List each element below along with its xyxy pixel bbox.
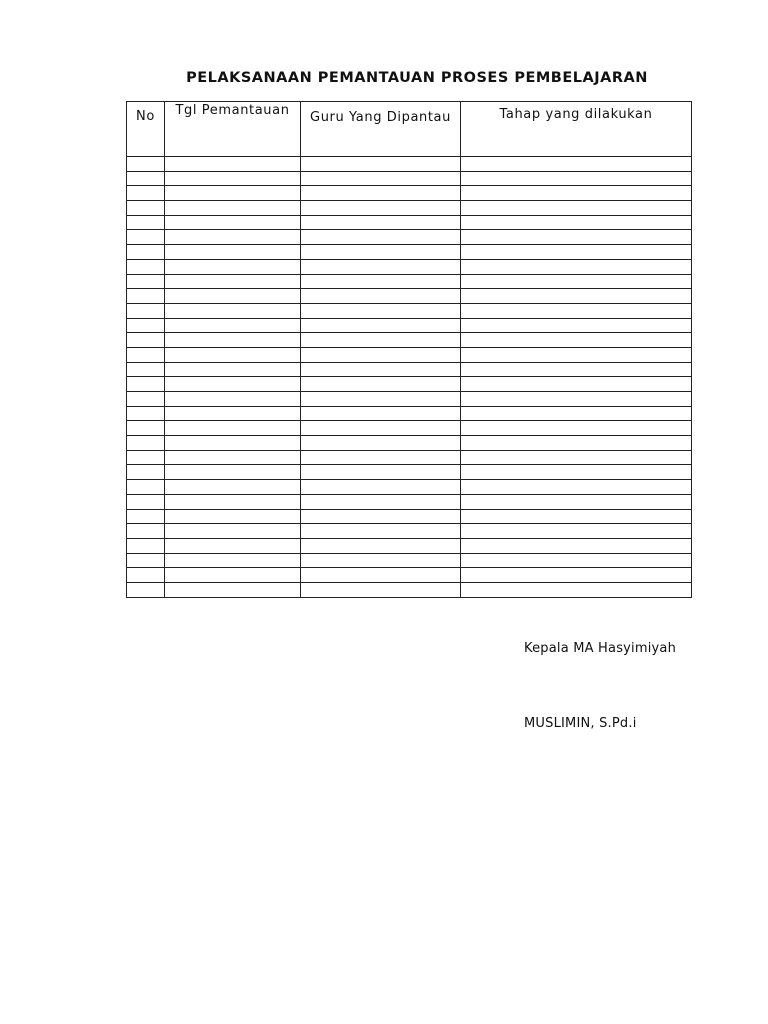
cell-tgl: [165, 186, 301, 201]
cell-no: [127, 347, 165, 362]
cell-no: [127, 494, 165, 509]
cell-no: [127, 303, 165, 318]
cell-tgl: [165, 480, 301, 495]
signature-title: Kepala MA Hasyimiyah: [524, 641, 677, 656]
cell-no: [127, 524, 165, 539]
cell-tgl: [165, 582, 301, 597]
table-row: [127, 303, 692, 318]
table-row: [127, 436, 692, 451]
cell-guru: [301, 318, 461, 333]
cell-guru: [301, 406, 461, 421]
header-tgl-pemantauan: Tgl Pemantauan: [165, 102, 301, 157]
cell-guru: [301, 421, 461, 436]
cell-guru: [301, 333, 461, 348]
cell-no: [127, 480, 165, 495]
table-row: [127, 377, 692, 392]
cell-guru: [301, 377, 461, 392]
cell-tahap: [461, 362, 692, 377]
cell-guru: [301, 480, 461, 495]
table-row: [127, 171, 692, 186]
cell-tahap: [461, 259, 692, 274]
cell-tahap: [461, 392, 692, 407]
table-row: [127, 274, 692, 289]
cell-guru: [301, 303, 461, 318]
cell-tgl: [165, 392, 301, 407]
cell-guru: [301, 465, 461, 480]
header-no: No: [127, 102, 165, 157]
monitoring-table: [126, 101, 692, 598]
signature-name: MUSLIMIN, S.Pd.i: [524, 716, 637, 731]
cell-tahap: [461, 480, 692, 495]
cell-tahap: [461, 303, 692, 318]
cell-tahap: [461, 157, 692, 172]
cell-tgl: [165, 377, 301, 392]
table-row: [127, 582, 692, 597]
cell-tahap: [461, 465, 692, 480]
cell-guru: [301, 392, 461, 407]
table-header-row: [127, 102, 692, 157]
cell-no: [127, 582, 165, 597]
table-row: [127, 362, 692, 377]
table-row: [127, 245, 692, 260]
cell-tahap: [461, 406, 692, 421]
table-row: [127, 318, 692, 333]
cell-no: [127, 318, 165, 333]
cell-no: [127, 406, 165, 421]
cell-tahap: [461, 201, 692, 216]
cell-no: [127, 333, 165, 348]
cell-guru: [301, 509, 461, 524]
cell-no: [127, 509, 165, 524]
cell-no: [127, 392, 165, 407]
cell-no: [127, 171, 165, 186]
table-row: [127, 421, 692, 436]
cell-tgl: [165, 245, 301, 260]
cell-guru: [301, 450, 461, 465]
cell-tahap: [461, 568, 692, 583]
table-row: [127, 186, 692, 201]
cell-tgl: [165, 421, 301, 436]
cell-no: [127, 568, 165, 583]
cell-tgl: [165, 406, 301, 421]
cell-tahap: [461, 450, 692, 465]
cell-guru: [301, 215, 461, 230]
cell-tgl: [165, 436, 301, 451]
cell-tgl: [165, 450, 301, 465]
cell-no: [127, 289, 165, 304]
cell-guru: [301, 157, 461, 172]
cell-tahap: [461, 494, 692, 509]
document-title: PELAKSANAAN PEMANTAUAN PROSES PEMBELAJARAN: [186, 70, 648, 86]
cell-no: [127, 538, 165, 553]
cell-tahap: [461, 230, 692, 245]
cell-tgl: [165, 465, 301, 480]
cell-no: [127, 157, 165, 172]
cell-tahap: [461, 289, 692, 304]
table-row: [127, 201, 692, 216]
cell-tahap: [461, 333, 692, 348]
cell-tahap: [461, 347, 692, 362]
cell-no: [127, 245, 165, 260]
table-row: [127, 553, 692, 568]
cell-tahap: [461, 421, 692, 436]
cell-no: [127, 436, 165, 451]
cell-guru: [301, 524, 461, 539]
cell-tahap: [461, 274, 692, 289]
cell-no: [127, 230, 165, 245]
table-row: [127, 509, 692, 524]
cell-tgl: [165, 524, 301, 539]
cell-no: [127, 362, 165, 377]
cell-no: [127, 215, 165, 230]
header-tahap-yang-dilakukan: Tahap yang dilakukan: [461, 102, 692, 157]
cell-guru: [301, 230, 461, 245]
table-body: [127, 157, 692, 598]
cell-no: [127, 186, 165, 201]
cell-tgl: [165, 347, 301, 362]
cell-tgl: [165, 303, 301, 318]
cell-tgl: [165, 157, 301, 172]
table-row: [127, 230, 692, 245]
cell-tgl: [165, 289, 301, 304]
cell-no: [127, 274, 165, 289]
cell-tgl: [165, 362, 301, 377]
cell-no: [127, 465, 165, 480]
cell-tgl: [165, 171, 301, 186]
cell-tahap: [461, 186, 692, 201]
cell-tahap: [461, 318, 692, 333]
table-row: [127, 568, 692, 583]
cell-no: [127, 201, 165, 216]
header-guru-yang-dipantau: Guru Yang Dipantau: [301, 102, 461, 157]
cell-tahap: [461, 538, 692, 553]
cell-guru: [301, 259, 461, 274]
cell-tahap: [461, 245, 692, 260]
signature-block: [524, 641, 677, 731]
cell-guru: [301, 553, 461, 568]
cell-tahap: [461, 436, 692, 451]
table-row: [127, 333, 692, 348]
table-row: [127, 289, 692, 304]
cell-tahap: [461, 509, 692, 524]
cell-tahap: [461, 582, 692, 597]
cell-tgl: [165, 538, 301, 553]
cell-guru: [301, 171, 461, 186]
table-row: [127, 450, 692, 465]
cell-guru: [301, 582, 461, 597]
table-row: [127, 157, 692, 172]
cell-tgl: [165, 568, 301, 583]
cell-tgl: [165, 494, 301, 509]
cell-no: [127, 377, 165, 392]
cell-tgl: [165, 215, 301, 230]
cell-tgl: [165, 333, 301, 348]
cell-no: [127, 259, 165, 274]
cell-guru: [301, 347, 461, 362]
cell-tgl: [165, 274, 301, 289]
table-row: [127, 406, 692, 421]
cell-tgl: [165, 230, 301, 245]
cell-tgl: [165, 318, 301, 333]
table-row: [127, 538, 692, 553]
cell-tgl: [165, 201, 301, 216]
cell-guru: [301, 274, 461, 289]
cell-guru: [301, 436, 461, 451]
cell-no: [127, 450, 165, 465]
table-row: [127, 347, 692, 362]
cell-tgl: [165, 259, 301, 274]
cell-tahap: [461, 524, 692, 539]
cell-tahap: [461, 215, 692, 230]
table-row: [127, 494, 692, 509]
table-row: [127, 524, 692, 539]
cell-tgl: [165, 553, 301, 568]
table-row: [127, 392, 692, 407]
cell-guru: [301, 494, 461, 509]
table-row: [127, 480, 692, 495]
cell-guru: [301, 201, 461, 216]
cell-no: [127, 553, 165, 568]
cell-guru: [301, 362, 461, 377]
cell-tahap: [461, 171, 692, 186]
table-row: [127, 215, 692, 230]
table-row: [127, 465, 692, 480]
cell-tahap: [461, 377, 692, 392]
cell-guru: [301, 245, 461, 260]
cell-guru: [301, 186, 461, 201]
cell-tgl: [165, 509, 301, 524]
table-row: [127, 259, 692, 274]
cell-tahap: [461, 553, 692, 568]
cell-guru: [301, 568, 461, 583]
cell-guru: [301, 538, 461, 553]
cell-guru: [301, 289, 461, 304]
cell-no: [127, 421, 165, 436]
